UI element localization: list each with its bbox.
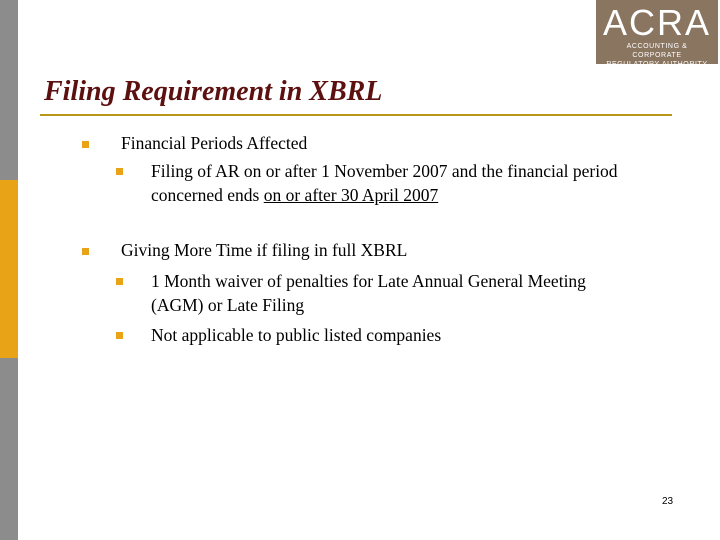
sub-bullet-marker [116,278,123,285]
sub-bullet-text: Filing of AR on or after 1 November 2007 and the financial period [151,161,618,181]
logo-line-2: REGULATORY AUTHORITY [606,61,708,68]
bullet-text: Financial Periods Affected [121,133,308,153]
sub-bullet-text-underlined: on or after 30 April 2007 [263,185,439,205]
sub-bullet-text-continued [151,184,438,207]
title-underline-rule [40,114,672,116]
logo-line-1: ACCOUNTING & CORPORATE [626,43,688,59]
sub-bullet-text: Not applicable to public listed companies [151,325,442,345]
acra-logo [596,0,718,68]
bullet-marker [82,141,89,148]
sub-bullet-text: 1 Month waiver of penalties for Late Annual General Meeting [151,271,586,291]
sub-bullet-text-prefix: concerned ends [151,185,264,205]
sub-bullet-marker [116,332,123,339]
logo-mark: ACRA [602,2,712,43]
bullet-text: Giving More Time if filing in full XBRL [121,240,408,260]
sub-bullet-text-continued: (AGM) or Late Filing [151,295,305,315]
page-number: 23 [662,496,674,507]
sub-bullet-marker [116,168,123,175]
slide-title: Filing Requirement in XBRL [44,76,383,107]
side-bar-accent [0,180,18,358]
bullet-marker [82,248,89,255]
